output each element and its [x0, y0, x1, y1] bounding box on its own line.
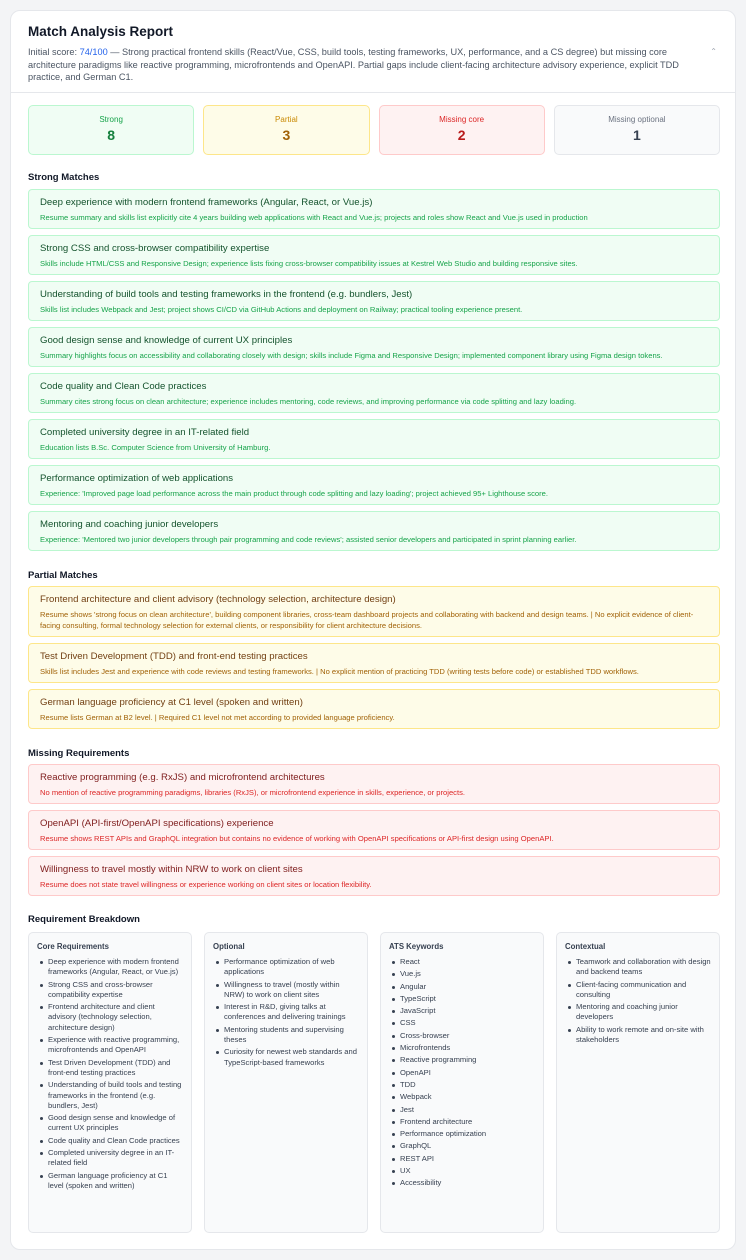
list-item: Willingness to travel (mostly within NRW) to work on client sites [213, 980, 359, 1001]
item-description: Resume summary and skills list explicitly cite 4 years building web applications with React and Vue.js; projects and roles show React and Vue.js used in production [40, 213, 588, 222]
list-item: Frontend architecture and client advisory (technology selection, architecture design) [37, 1002, 183, 1033]
list-item: Deep experience with modern frontend frameworks (Angular, React, or Vue.js) [37, 957, 183, 978]
list-item: UX [389, 1166, 535, 1176]
strong-match-item [28, 235, 720, 275]
item-title: Code quality and Clean Code practices [40, 381, 207, 392]
item-description: Skills list includes Webpack and Jest; project shows CI/CD via GitHub Actions and deployment on Railway; practical tooling experience present. [40, 305, 523, 314]
item-description: Resume lists German at B2 level. | Required C1 level not met according to provided language proficiency. [40, 713, 395, 722]
report-summary [28, 46, 708, 84]
requirement-breakdown [28, 932, 720, 1233]
strong-match-item [28, 327, 720, 367]
list-item: Strong CSS and cross-browser compatibility expertise [37, 980, 183, 1001]
score-prefix: Initial score: [28, 47, 80, 57]
breakdown-ats-keywords [380, 932, 544, 1233]
list-item: TypeScript [389, 994, 535, 1004]
item-title: Understanding of build tools and testing frameworks in the frontend (e.g. bundlers, Jest) [40, 289, 413, 300]
list-item: Code quality and Clean Code practices [37, 1136, 183, 1146]
item-title: Deep experience with modern frontend frameworks (Angular, React, or Vue.js) [40, 197, 373, 208]
item-title: Test Driven Development (TDD) and front-end testing practices [40, 651, 308, 662]
list-item: GraphQL [389, 1141, 535, 1151]
strong-match-item [28, 281, 720, 321]
item-title: OpenAPI (API-first/OpenAPI specifications) experience [40, 818, 274, 829]
ats-keywords-list [389, 957, 535, 1189]
stat-label: Missing optional [608, 115, 666, 124]
score-value: 74/100 [79, 47, 108, 57]
stats-row [28, 105, 720, 155]
stat-label: Strong [99, 115, 123, 124]
item-title: Reactive programming (e.g. RxJS) and microfrontend architectures [40, 772, 325, 783]
stat-value: 2 [457, 127, 466, 143]
list-item: Client-facing communication and consulting [565, 980, 711, 1001]
stat-value: 1 [632, 127, 641, 143]
partial-matches-list [28, 586, 720, 735]
list-item: Teamwork and collaboration with design and backend teams [565, 957, 711, 978]
list-item: Accessibility [389, 1178, 535, 1188]
partial-matches-heading: Partial Matches [28, 570, 98, 581]
strong-match-item [28, 465, 720, 505]
list-item: Cross-browser [389, 1031, 535, 1041]
item-description: Skills include HTML/CSS and Responsive Design; experience lists fixing cross-browser compatibility issues at Kestrel Web Studio and building responsive sites. [40, 259, 578, 268]
breakdown-optional [204, 932, 368, 1233]
list-item: Mentoring and coaching junior developers [565, 1002, 711, 1023]
list-item: CSS [389, 1018, 535, 1028]
list-item: OpenAPI [389, 1068, 535, 1078]
stat-missing-core [379, 105, 545, 155]
column-title: Core Requirements [37, 942, 109, 951]
missing-requirement-item [28, 856, 720, 896]
report-header[interactable] [11, 11, 735, 93]
column-title: Contextual [565, 942, 606, 951]
item-description: Resume does not state travel willingness or experience working on client sites or location flexibility. [40, 880, 372, 889]
missing-requirements-list [28, 764, 720, 902]
list-item: Interest in R&D, giving talks at conferences and delivering trainings [213, 1002, 359, 1023]
strong-match-item [28, 419, 720, 459]
list-item: Vue.js [389, 969, 535, 979]
summary-text: — Strong practical frontend skills (React/Vue, CSS, build tools, testing frameworks, UX, performance, and a CS degree) but missing core architecture paradigms like reactive programming, microfrontends and OpenAPI. Partial gaps include client-facing architecture advisory experience, explicit TDD practice, and German C1. [28, 47, 679, 82]
stat-strong [28, 105, 194, 155]
list-item: Mentoring students and supervising theses [213, 1025, 359, 1046]
item-description: Experience: 'Mentored two junior developers through pair programming and code reviews'; assisted senior developers and participated in sprint planning earlier. [40, 535, 577, 544]
column-title: ATS Keywords [389, 942, 444, 951]
match-analysis-card [10, 10, 736, 1250]
missing-requirement-item [28, 810, 720, 850]
item-title: German language proficiency at C1 level (spoken and written) [40, 697, 303, 708]
item-description: Education lists B.Sc. Computer Science from University of Hamburg. [40, 443, 271, 452]
item-title: Performance optimization of web applications [40, 473, 234, 484]
list-item: Angular [389, 982, 535, 992]
list-item: Performance optimization of web applications [213, 957, 359, 978]
list-item: Understanding of build tools and testing frameworks in the frontend (e.g. bundlers, Jest) [37, 1080, 183, 1111]
list-item: React [389, 957, 535, 967]
list-item: Microfrontends [389, 1043, 535, 1053]
item-title: Frontend architecture and client advisory (technology selection, architecture design) [40, 594, 396, 605]
missing-requirements-heading: Missing Requirements [28, 748, 130, 759]
list-item: Ability to work remote and on-site with stakeholders [565, 1025, 711, 1046]
strong-match-item [28, 189, 720, 229]
list-item: Webpack [389, 1092, 535, 1102]
item-description: Resume shows 'strong focus on clean architecture', building component libraries, cross-team dashboard projects and collaborating with backend and design teams. | No explicit evidence of client-facing consulting, formal technology selection for external clients, or responsibility for client architecture decisions. [40, 610, 694, 630]
item-title: Good design sense and knowledge of current UX principles [40, 335, 293, 346]
chevron-up-icon[interactable]: ⌃ [710, 47, 717, 56]
column-title: Optional [213, 942, 245, 951]
stat-value: 8 [107, 127, 116, 143]
stat-label: Partial [275, 115, 298, 124]
partial-match-item [28, 586, 720, 637]
stat-value: 3 [282, 127, 291, 143]
item-description: Skills list includes Jest and experience with code reviews and testing frameworks. | No explicit mention of practicing TDD (writing tests before code) or established TDD workflows. [40, 667, 639, 676]
strong-matches-heading: Strong Matches [28, 172, 100, 183]
item-description: Summary cites strong focus on clean architecture; experience includes mentoring, code reviews, and improving performance via code splitting and lazy loading. [40, 397, 577, 406]
strong-match-item [28, 511, 720, 551]
item-title: Completed university degree in an IT-related field [40, 427, 250, 438]
stat-missing-optional [554, 105, 720, 155]
list-item: Good design sense and knowledge of current UX principles [37, 1113, 183, 1134]
list-item: Experience with reactive programming, microfrontends and OpenAPI [37, 1035, 183, 1056]
core-list [37, 957, 183, 1191]
item-description: No mention of reactive programming paradigms, libraries (RxJS), or microfrontend experience in skills, experience, or projects. [40, 788, 465, 797]
list-item: Test Driven Development (TDD) and front-end testing practices [37, 1058, 183, 1079]
item-description: Experience: 'Improved page load performance across the main product through code splitting and lazy loading'; project achieved 95+ Lighthouse score. [40, 489, 548, 498]
item-description: Resume shows REST APIs and GraphQL integration but contains no evidence of working with OpenAPI specifications or API-first design using OpenAPI. [40, 834, 554, 843]
breakdown-core [28, 932, 192, 1233]
partial-match-item [28, 643, 720, 683]
missing-requirement-item [28, 764, 720, 804]
contextual-list [565, 957, 711, 1045]
list-item: Performance optimization [389, 1129, 535, 1139]
list-item: Frontend architecture [389, 1117, 535, 1127]
list-item: Reactive programming [389, 1055, 535, 1065]
list-item: Completed university degree in an IT-related field [37, 1148, 183, 1169]
list-item: JavaScript [389, 1006, 535, 1016]
item-title: Strong CSS and cross-browser compatibility expertise [40, 243, 270, 254]
item-description: Summary highlights focus on accessibility and collaborating closely with design; skills include Figma and Responsive Design; implemented component library using Figma design tokens. [40, 351, 663, 360]
strong-matches-list [28, 189, 720, 557]
optional-list [213, 957, 359, 1068]
list-item: TDD [389, 1080, 535, 1090]
list-item: Jest [389, 1105, 535, 1115]
list-item: German language proficiency at C1 level (spoken and written) [37, 1171, 183, 1192]
list-item: REST API [389, 1154, 535, 1164]
list-item: Curiosity for newest web standards and TypeScript-based frameworks [213, 1047, 359, 1068]
item-title: Willingness to travel mostly within NRW to work on client sites [40, 864, 303, 875]
requirement-breakdown-heading: Requirement Breakdown [28, 914, 140, 925]
stat-partial [203, 105, 369, 155]
breakdown-contextual [556, 932, 720, 1233]
partial-match-item [28, 689, 720, 729]
report-title: Match Analysis Report [28, 24, 174, 39]
stat-label: Missing core [439, 115, 485, 124]
item-title: Mentoring and coaching junior developers [40, 519, 219, 530]
strong-match-item [28, 373, 720, 413]
